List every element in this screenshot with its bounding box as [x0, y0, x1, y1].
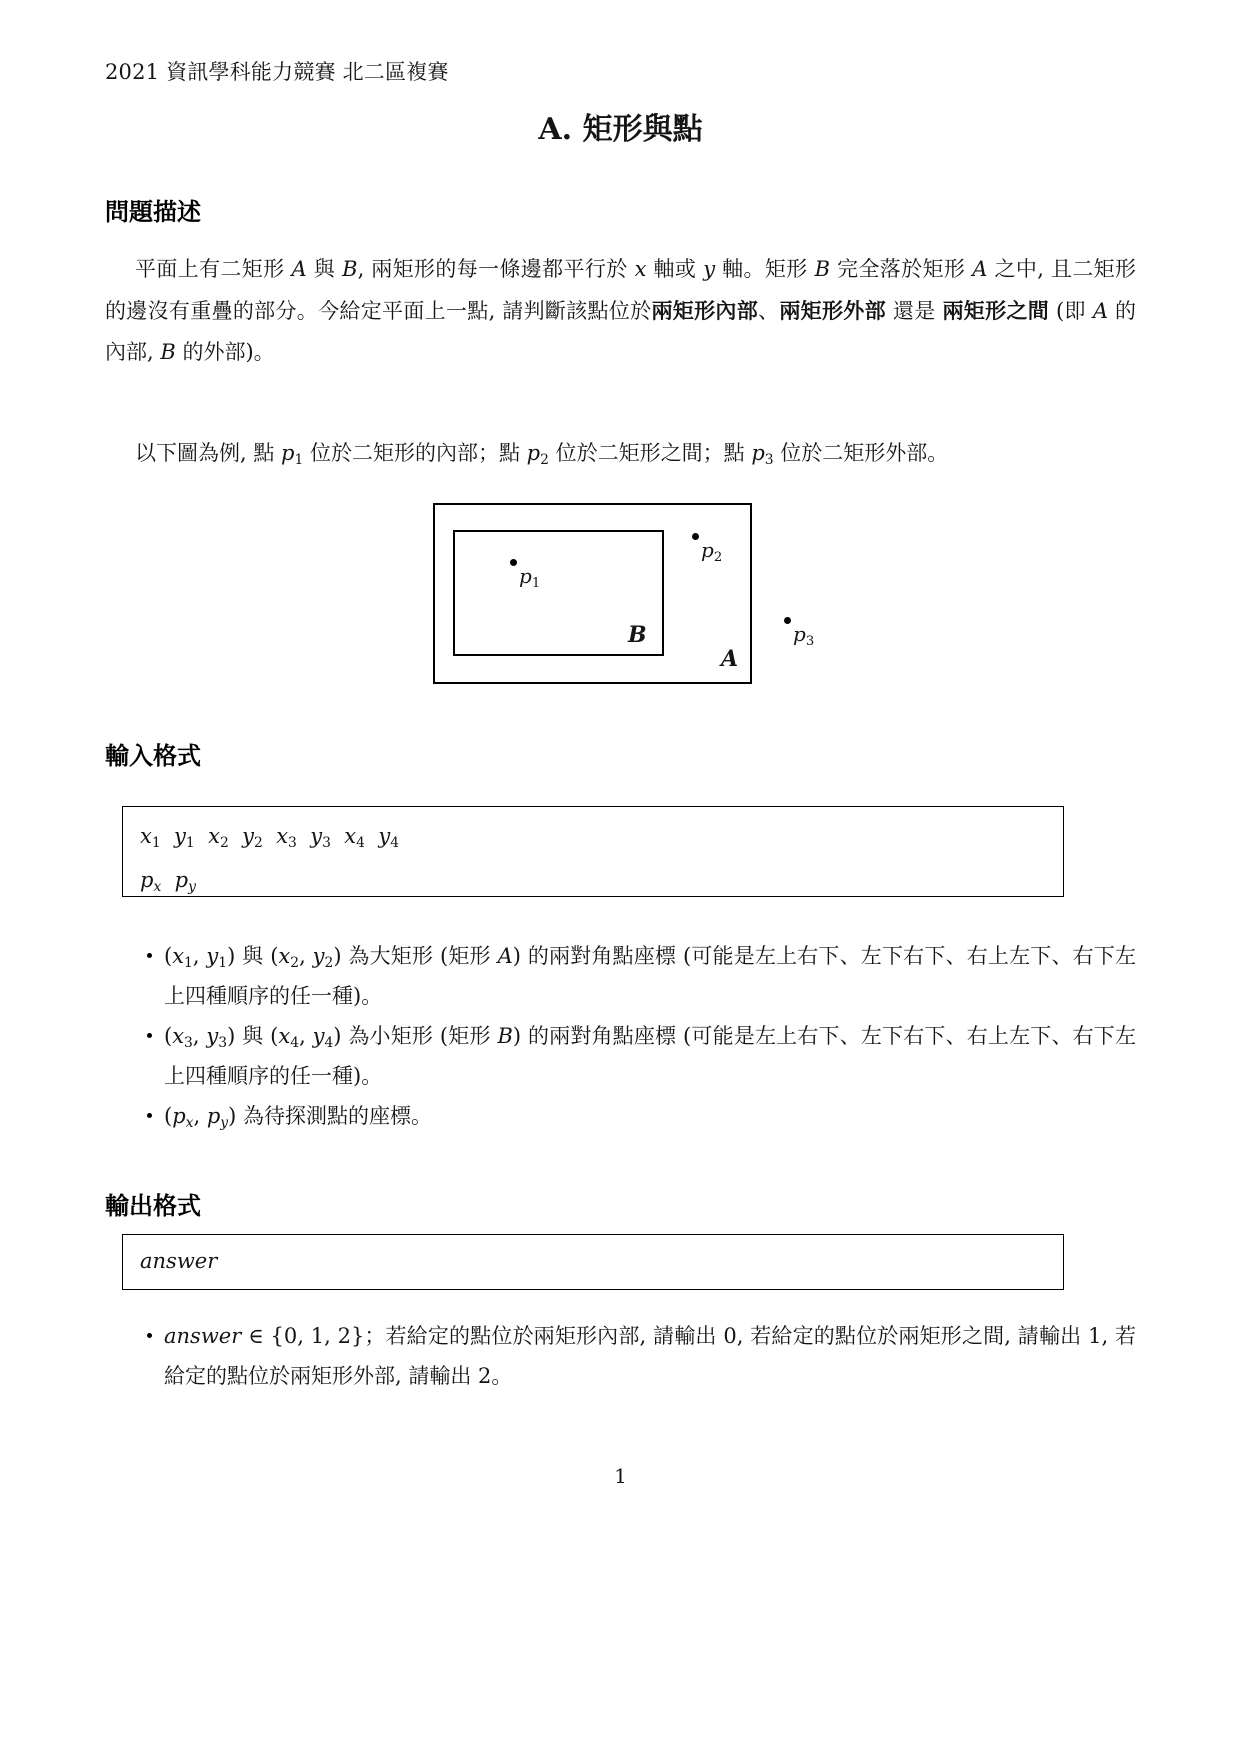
document-header: 2021 資訊學科能力競賽 北二區複賽 [105, 60, 449, 84]
example-paragraph: 以下圖為例, 點 $p_1$ 位於二矩形的內部；點 $p_2$ 位於二矩形之間；點 $p_3$ 位於二矩形外部。 [135, 441, 949, 468]
input-format-box [122, 806, 1064, 897]
input-bullet-point: ($p_x$, $p_y$) 為待探測點的座標。 [145, 1096, 1136, 1136]
input-bullet-rect-b: ($x_3$, $y_3$) 與 ($x_4$, $y_4$) 為小矩形 (矩形 B) 的兩對角點座標 (可能是左上右下、左下右下、右上左下、右下左上四種順序的任一種)。 [145, 1016, 1136, 1096]
input-bullet-rect-a: ($x_1$, $y_1$) 與 ($x_2$, $y_2$) 為大矩形 (矩形 A) 的兩對角點座標 (可能是左上右下、左下右下、右上左下、右下左上四種順序的任一種)。 [145, 936, 1136, 1016]
point-p2-dot [692, 533, 699, 540]
input-line-2: $p_x$ $p_y$ [140, 868, 196, 895]
output-format-bullet-list [145, 1316, 1136, 1396]
problem-title: A. 矩形與點 [538, 112, 703, 147]
section-heading-output-format: 輸出格式 [105, 1192, 201, 1220]
answer-line: answer [140, 1249, 218, 1273]
problem-description-paragraph: 平面上有二矩形 A 與 B, 兩矩形的每一條邊都平行於 x 軸或 y 軸。矩形 B 完全落於矩形 A 之中, 且二矩形的邊沒有重疊的部分。今給定平面上一點, 請判斷該點位於兩矩形內部、兩矩形外部 還是 兩矩形之間 (即 A 的內部, B 的外部)。 [105, 257, 1137, 364]
section-heading-problem-description: 問題描述 [105, 198, 201, 226]
point-p1-label: $p_1$ [519, 564, 541, 591]
page-number: 1 [614, 1464, 627, 1488]
point-p3-dot [784, 617, 791, 624]
point-p1-dot [510, 559, 517, 566]
output-format-box [122, 1234, 1064, 1290]
rectangle-b-label: B [628, 622, 647, 648]
output-bullet-answer: answer ∈ {0, 1, 2}；若給定的點位於兩矩形內部, 請輸出 0, 若給定的點位於兩矩形之間, 請輸出 1, 若給定的點位於兩矩形外部, 請輸出 2。 [145, 1316, 1136, 1396]
point-p2-label: $p_2$ [701, 538, 723, 565]
rectangles-figure [420, 494, 830, 699]
point-p3-label: $p_3$ [793, 622, 815, 649]
input-line-1: $x_1$ $y_1$ $x_2$ $y_2$ $x_3$ $y_3$ $x_4$ $y_4$ [140, 824, 400, 851]
section-heading-input-format: 輸入格式 [105, 742, 201, 770]
input-format-bullet-list [145, 936, 1136, 1136]
rectangle-a-label: A [721, 646, 739, 672]
